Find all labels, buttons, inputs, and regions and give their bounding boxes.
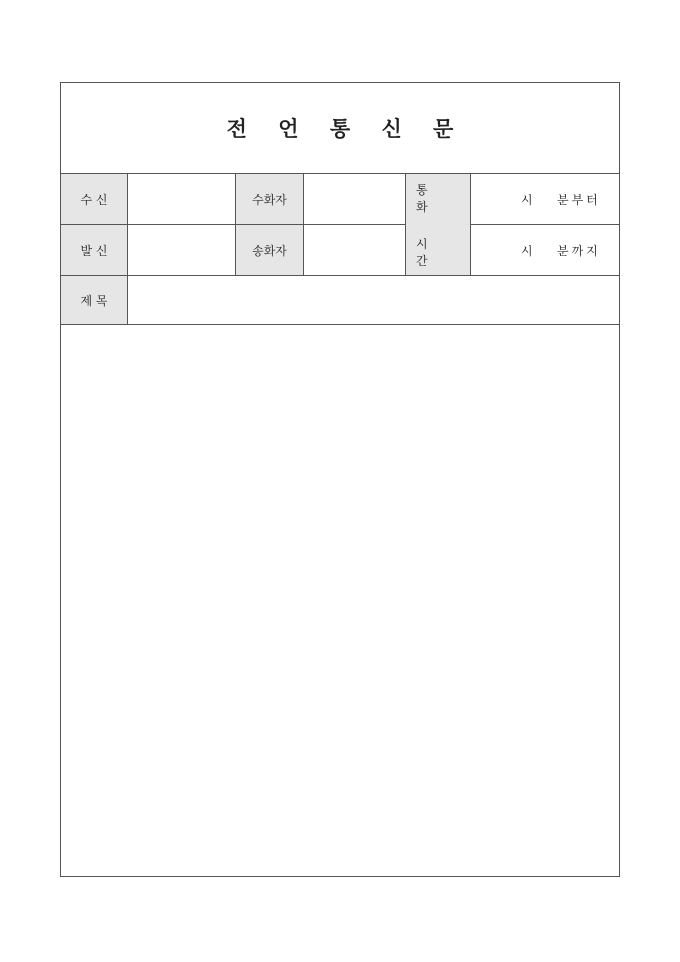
call-time-label [405,173,470,275]
send-field[interactable] [127,224,235,275]
call-time-label-line2: 시 간 [416,236,438,268]
call-end-time-field[interactable] [470,224,619,275]
receive-label [61,173,127,224]
end-hour-unit: 시 [521,243,533,258]
message-body-area[interactable] [61,324,619,876]
start-minute-unit: 분부터 [557,192,601,207]
form-title: 전 언 통 신 문 [226,116,466,141]
sender-field[interactable] [303,224,405,275]
end-minute-unit: 분까지 [557,243,601,258]
receiver-field[interactable] [303,173,405,224]
start-hour-unit: 시 [521,192,533,207]
call-time-label-line1: 통 화 [416,182,438,214]
sender-label: 송화자 [235,224,303,275]
receiver-label: 수화자 [235,173,303,224]
send-label-text: 발 신 [80,243,108,258]
subject-label [61,275,127,324]
subject-field[interactable] [127,275,619,324]
receive-label-text: 수 신 [80,192,108,207]
call-start-time-field[interactable] [470,173,619,224]
send-label [61,224,127,275]
subject-label-text: 제 목 [80,293,108,308]
receive-field[interactable] [127,173,235,224]
telephone-message-form [60,82,620,877]
